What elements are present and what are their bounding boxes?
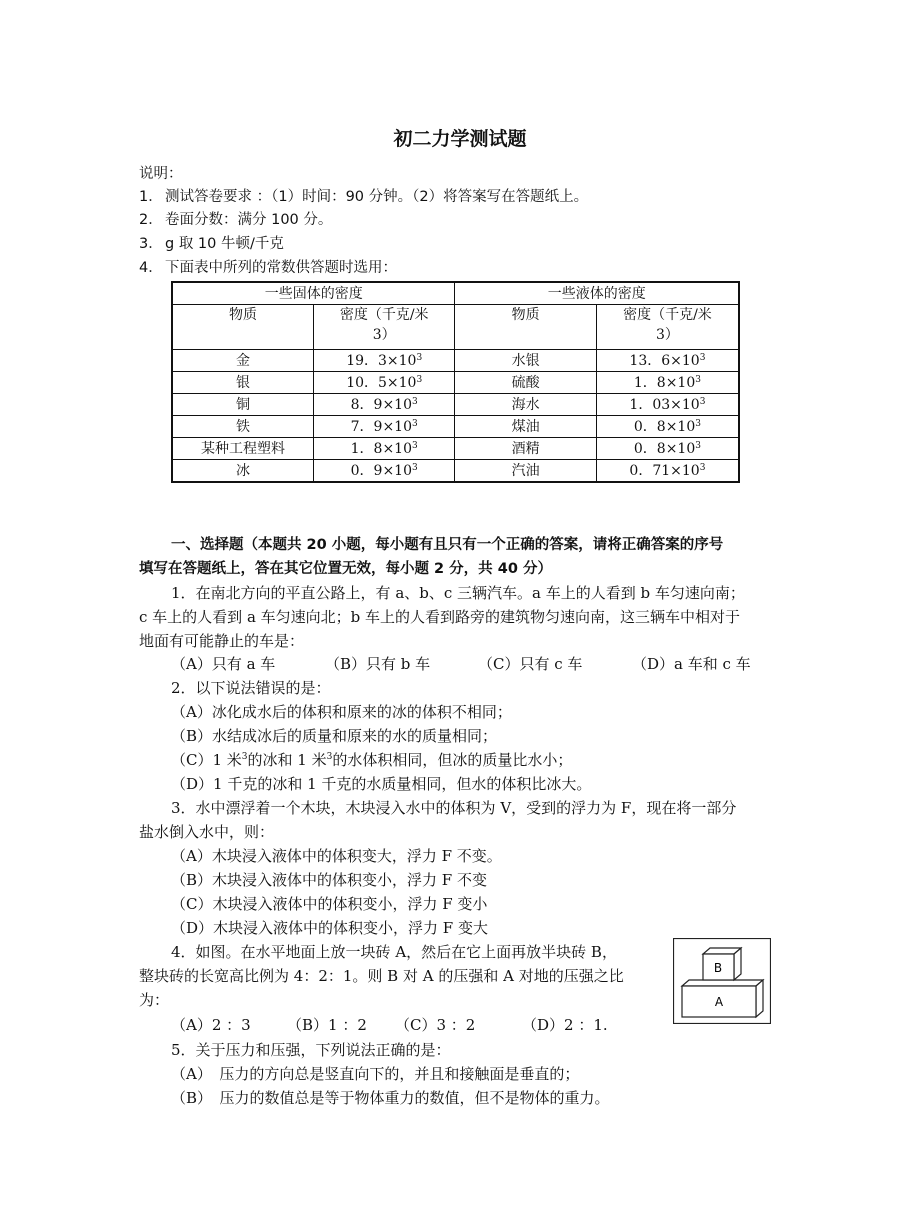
brick-b-label: B [713,961,723,975]
column-header-density [596,305,739,350]
brick-a-side [756,980,763,1017]
table-row [172,372,739,394]
solid-name: 金 [172,350,313,372]
liquid-name: 煤油 [455,416,596,438]
column-header-substance: 物质 [455,305,596,350]
q1-stem-line3: 地面有可能静止的车是： [139,632,305,650]
table-row [172,460,739,483]
solid-name: 银 [172,372,313,394]
q2-option-d: （D）1 千克的冰和 1 千克的水质量相同，但水的体积比冰大。 [171,775,592,793]
note-number: 2． [139,212,163,228]
q4-option-b: （B）1 ：2 [287,1016,367,1034]
solid-name: 铁 [172,416,313,438]
note-item [139,233,284,255]
liquid-density: 0．$71\times 10^3$ [596,460,739,483]
q4-stem-line1: 4．如图。在水平地面上放一块砖 A，然后在它上面再放半块砖 B， [171,943,617,961]
note-number: 3． [139,236,163,252]
liquid-density-header: 一些液体的密度 [455,282,739,305]
liquid-density: 0．$8\times 10^3$ [596,438,739,460]
liquid-name: 海水 [455,394,596,416]
solid-density: 0．$9\times 10^3$ [313,460,455,483]
liquid-density: 13．$6\times 10^3$ [596,350,739,372]
density-unit-line2: 3） [655,327,679,343]
liquid-density: 0．$8\times 10^3$ [596,416,739,438]
note-item [139,186,588,208]
liquid-name: 酒精 [455,438,596,460]
table-group-header-row [172,282,739,305]
solid-density: 10．$5\times 10^3$ [313,372,455,394]
solid-density: 19．$3\times 10^3$ [313,350,455,372]
q2-stem: 2．以下说法错误的是： [171,679,331,697]
brick-b-side [734,948,741,980]
q3-stem-line1: 3．水中漂浮着一个木块，木块浸入水中的体积为 V，受到的浮力为 F，现在将一部分 [171,799,737,817]
solid-name: 某种工程塑料 [172,438,313,460]
section1-heading-line1: 一、选择题（本题共 20 小题，每小题有且只有一个正确的答案，请将正确答案的序号 [171,537,724,553]
note-text: 测试答卷要求 ：（1）时间：90 分钟。（2）将答案写在答题纸上。 [165,189,589,205]
note-item [139,257,397,279]
q3-option-c: （C）木块浸入液体中的体积变小，浮力 F 变小 [171,895,488,913]
note-number: 1． [139,189,163,205]
liquid-density: 1．$03\times 10^3$ [596,394,739,416]
brick-a-label: A [714,995,724,1009]
note-number: 4． [139,260,163,276]
solid-density: 1．$8\times 10^3$ [313,438,455,460]
q5-option-a: （A） 压力的方向总是竖直向下的，并且和接触面是垂直的； [171,1065,580,1083]
q3-option-b: （B）木块浸入液体中的体积变小，浮力 F 不变 [171,871,487,889]
q1-stem-line2: c 车上的人看到 a 车匀速向北；b 车上的人看到路旁的建筑物匀速向南，这三辆车中相对于 [139,608,741,626]
brick-figure [673,938,771,1024]
liquid-name: 水银 [455,350,596,372]
q5-option-b: （B） 压力的数值总是等于物体重力的数值，但不是物体的重力。 [171,1089,610,1107]
q1-option-d: （D）a 车和 c 车 [632,655,751,673]
q2-option-b: （B）水结成冰后的质量和原来的水的质量相同； [171,727,498,745]
q2-option-a: （A）冰化成水后的体积和原来的冰的体积不相同； [171,703,512,721]
q1-option-c: （C）只有 c 车 [478,655,583,673]
density-unit-line2: 3） [372,327,396,343]
q1-option-a: （A）只有 a 车 [171,655,276,673]
q4-option-a: （A）2 ：3 [171,1016,251,1034]
q4-stem-line2: 整块砖的长宽高比例为 4：2：1。则 B 对 A 的压强和 A 对地的压强之比 [139,967,624,985]
notes-heading: 说明： [139,166,183,182]
note-text: 下面表中所列的常数供答题时选用： [165,260,397,276]
q5-stem: 5．关于压力和压强，下列说法正确的是： [171,1041,451,1059]
column-header-substance: 物质 [172,305,313,350]
note-text: g 取 10 牛顿/千克 [165,236,284,252]
note-item [139,209,332,231]
solid-density-header: 一些固体的密度 [172,282,455,305]
table-column-header-row [172,305,739,350]
q3-stem-line2: 盐水倒入水中，则： [139,823,275,841]
solid-name: 冰 [172,460,313,483]
liquid-name: 硫酸 [455,372,596,394]
density-table [171,281,740,483]
q3-option-a: （A）木块浸入液体中的体积变大，浮力 F 不变。 [171,847,502,865]
section1-heading-line2: 填写在答题纸上，答在其它位置无效，每小题 2 分，共 40 分） [139,561,552,577]
brick-a-top [682,980,763,986]
q2-option-c: （C）1 米$^3$的冰和 1 米$^3$的水体积相同，但冰的质量比水小； [171,751,573,769]
density-unit-line1: 密度（千克/米 [339,307,429,323]
table-row [172,438,739,460]
note-text: 卷面分数：满分 100 分。 [165,212,333,228]
table-row [172,416,739,438]
q4-option-d: （D）2 ：1. [522,1016,608,1034]
q3-option-d: （D）木块浸入液体中的体积变小，浮力 F 变大 [171,919,488,937]
liquid-name: 汽油 [455,460,596,483]
solid-density: 8．$9\times 10^3$ [313,394,455,416]
solid-name: 铜 [172,394,313,416]
q4-option-c: （C）3 ：2 [395,1016,476,1034]
solid-density: 7．$9\times 10^3$ [313,416,455,438]
liquid-density: 1．$8\times 10^3$ [596,372,739,394]
q1-option-b: （B）只有 b 车 [325,655,431,673]
q4-stem-line3: 为： [139,991,170,1009]
q1-stem-line1: 1．在南北方向的平直公路上，有 a、b、c 三辆汽车。a 车上的人看到 b 车匀速向南； [171,584,745,602]
table-row [172,394,739,416]
column-header-density [313,305,455,350]
table-row [172,350,739,372]
page-title: 初二力学测试题 [393,128,527,150]
density-unit-line1: 密度（千克/米 [623,307,712,323]
